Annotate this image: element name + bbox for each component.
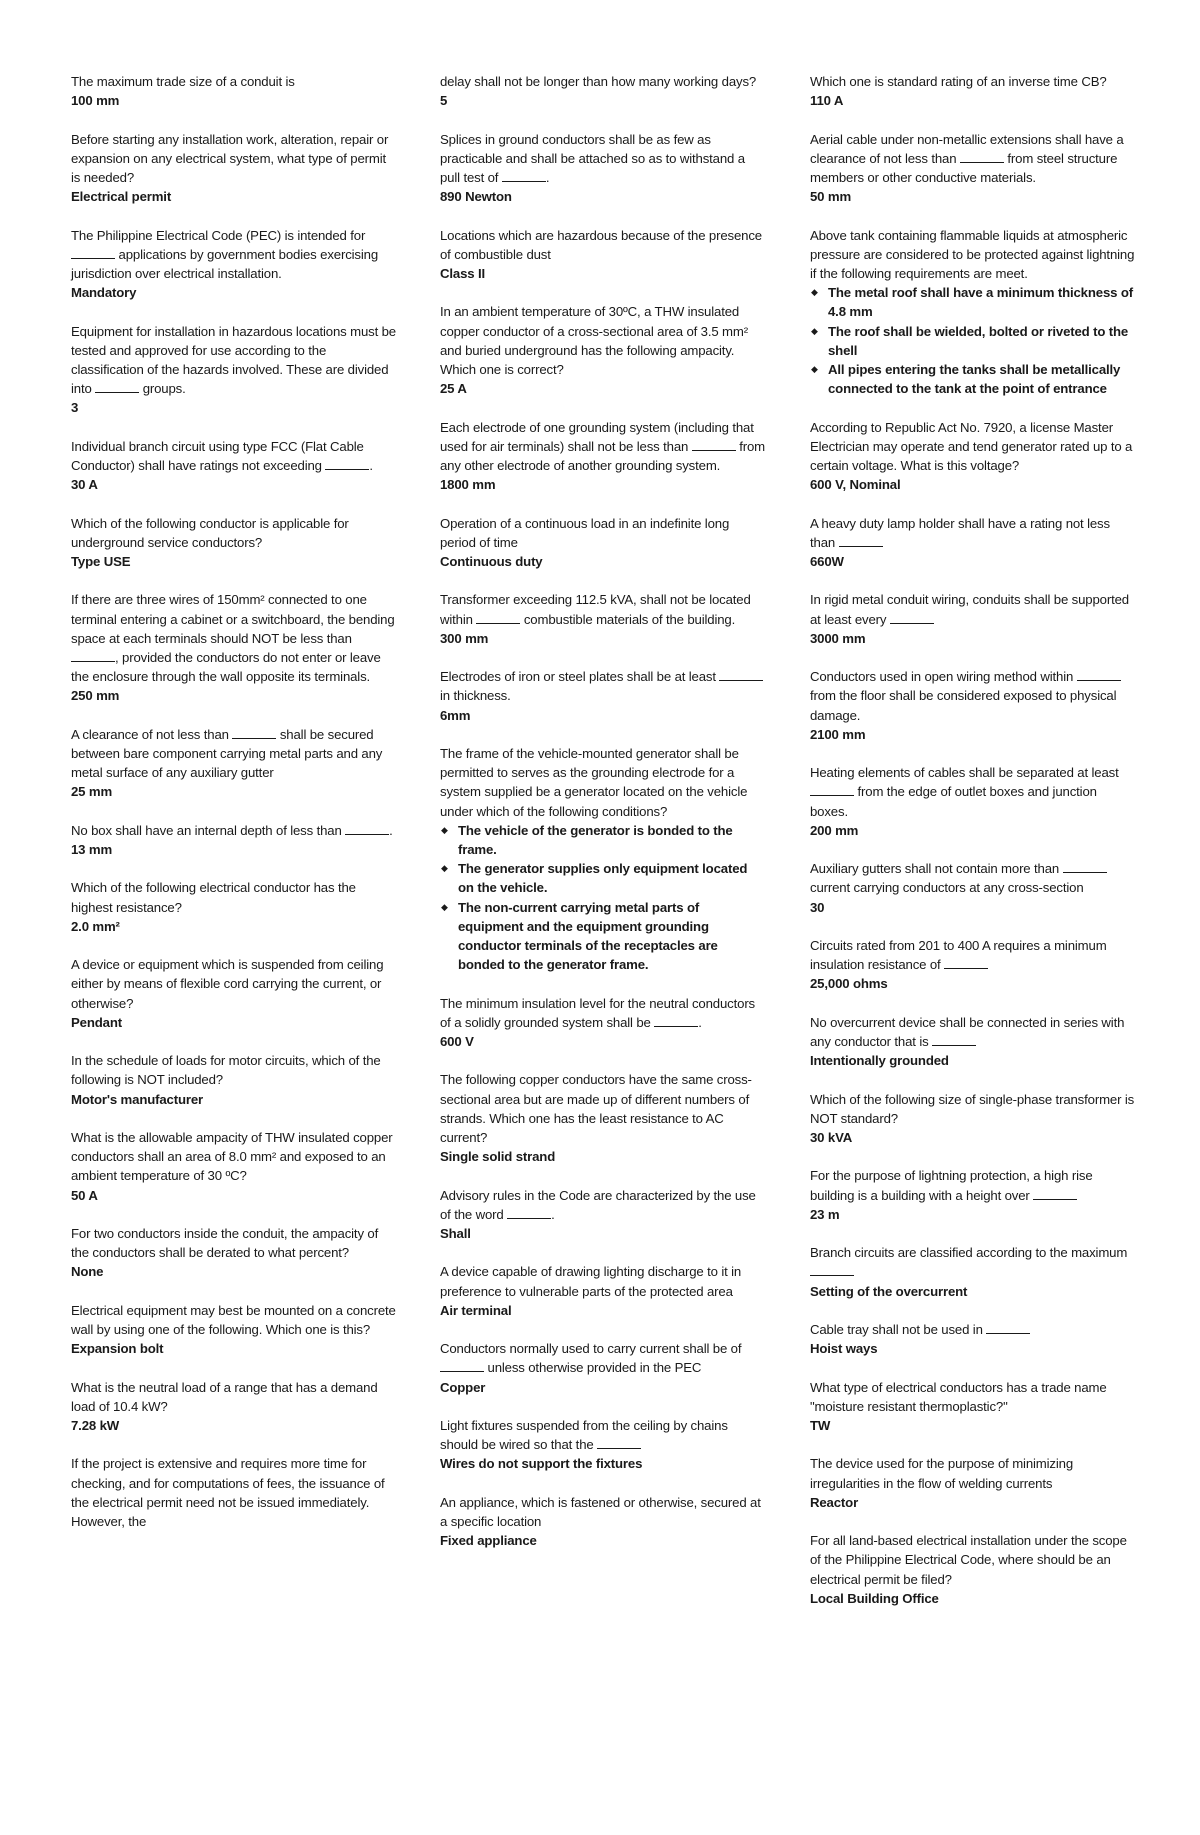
question-block [71, 1128, 396, 1205]
question-text: No overcurrent device shall be connected in series with any conductor that is [810, 1014, 1125, 1049]
question-text: delay shall not be longer than how many working days? [440, 74, 757, 89]
question-block [810, 1531, 1135, 1608]
fill-in-blank [1063, 860, 1107, 873]
answer-text: 110 A [810, 93, 844, 109]
answer-text: Electrical permit [71, 189, 172, 205]
question-block [440, 994, 765, 1052]
fill-in-blank [932, 1033, 976, 1046]
question-text: Auxiliary gutters shall not contain more than current carrying conductors at any cross-section [810, 859, 1135, 897]
answer-text: 30 kVA [810, 1130, 853, 1145]
answer-text: Class II [440, 266, 485, 281]
question-block [71, 821, 396, 859]
question-block [440, 72, 765, 110]
question-block [810, 1090, 1135, 1148]
question-text: Each electrode of one grounding system (including that used for air terminals) shall not be less than from any other electrode of another grounding system. [440, 419, 765, 473]
question-block [71, 878, 396, 936]
question-text: No box shall have an internal depth of less than . [71, 822, 393, 838]
question-block [71, 437, 396, 495]
answer-text: 7.28 kW [71, 1417, 120, 1433]
answer-text: 30 [810, 899, 825, 915]
answer-text: None [71, 1264, 104, 1280]
question-block [71, 725, 396, 802]
answer-text: Setting of the overcurrent [810, 1283, 968, 1299]
answer-text: 50 mm [810, 189, 852, 205]
question-block [810, 72, 1135, 110]
question-block [440, 226, 765, 284]
answer-text: TW [810, 1417, 831, 1433]
question-text: Circuits rated from 201 to 400 A requires a minimum insulation resistance of [810, 938, 1107, 973]
question-block [71, 514, 396, 572]
answer-text: 1800 mm [440, 477, 496, 493]
fill-in-blank [71, 246, 115, 259]
question-text: If there are three wires of 150mm² connected to one terminal entering a cabinet or a switchboard, the bending space at each terminals should NOT be less than , provided the conductors do not enter or leave the enclosure through the wall opposite its terminals. [71, 592, 395, 685]
question-text: Equipment for installation in hazardous locations must be tested and approved for use according to the classification of the hazards involved. These are divided into groups. [71, 323, 396, 397]
question-text: According to Republic Act No. 7920, a license Master Electrician may operate and tend generator rated up to a certain voltage. What is this voltage? [810, 419, 1133, 474]
fill-in-blank [440, 1359, 484, 1372]
answer-text: 6mm [440, 707, 471, 723]
answer-text: 3 [71, 400, 79, 416]
fill-in-blank [654, 1014, 698, 1027]
question-text: For two conductors inside the conduit, the ampacity of the conductors shall be derated to what percent? [71, 1225, 379, 1261]
question-text: Which one is standard rating of an inverse time CB? [810, 74, 1107, 89]
question-text: The minimum insulation level for the neutral conductors of a solidly grounded system shall be . [440, 995, 755, 1030]
question-block [810, 763, 1135, 840]
question-text: What type of electrical conductors has a trade name "moisture resistant thermoplastic?" [810, 1379, 1107, 1414]
question-block [440, 1416, 765, 1474]
answer-bullet: ◆ The metal roof shall have a minimum thickness of 4.8 mm [828, 283, 1135, 321]
question-text: Operation of a continuous load in an indefinite long period of time [440, 515, 730, 550]
answer-text: 23 m [810, 1206, 840, 1222]
answer-text: Intentionally grounded [810, 1053, 949, 1069]
question-text: Splices in ground conductors shall be as few as practicable and shall be attached so as to withstand a pull test of . [440, 131, 745, 185]
question-text: Heating elements of cables shall be separated at least from the edge of outlet boxes and junction boxes. [810, 765, 1119, 819]
question-block [810, 667, 1135, 744]
question-block [810, 226, 1135, 399]
answer-text: 5 [440, 93, 448, 109]
question-text: An appliance, which is fastened or otherwise, secured at a specific location [440, 1494, 761, 1529]
fill-in-blank [890, 611, 934, 624]
question-text: In rigid metal conduit wiring, conduits shall be supported at least every [810, 592, 1129, 627]
answer-text: 600 V, Nominal [810, 477, 901, 493]
question-block [810, 590, 1135, 648]
question-text: Above tank containing flammable liquids at atmospheric pressure are considered to be protected against lightning if the following requirements are meet. [810, 227, 1135, 281]
answer-text: Expansion bolt [71, 1341, 164, 1357]
question-block [440, 1186, 765, 1244]
question-block [71, 1454, 396, 1531]
answer-text: 3000 mm [810, 630, 866, 646]
question-block [440, 418, 765, 495]
answer-text: 890 Newton [440, 189, 512, 205]
column-2 [440, 72, 765, 1570]
fill-in-blank [502, 169, 546, 182]
question-block [810, 130, 1135, 207]
question-block [440, 1070, 765, 1166]
question-block [71, 226, 396, 303]
answer-text: 25 A [440, 381, 467, 397]
fill-in-blank [1077, 668, 1121, 681]
fill-in-blank [944, 956, 988, 969]
answer-text: Reactor [810, 1494, 859, 1510]
question-text: What is the allowable ampacity of THW insulated copper conductors shall an area of 8.0 mm² and exposed to an ambient temperature of 30 ºC? [71, 1129, 393, 1184]
question-block [810, 1454, 1135, 1512]
answer-text: 600 V [440, 1034, 474, 1050]
question-block [71, 590, 396, 705]
answer-text: 100 mm [71, 93, 120, 109]
fill-in-blank [1033, 1187, 1077, 1200]
answer-text: 200 mm [810, 822, 859, 838]
question-text: Aerial cable under non-metallic extensions shall have a clearance of not less than from steel structure members or other conductive materials. [810, 131, 1124, 185]
column-1 [71, 72, 396, 1550]
answer-text: 25,000 ohms [810, 976, 888, 992]
question-block [440, 667, 765, 725]
answer-bullet: ◆ The vehicle of the generator is bonded to the frame. [458, 821, 765, 859]
question-text: Branch circuits are classified according to the maximum [810, 1243, 1135, 1281]
answer-text: Mandatory [71, 285, 137, 301]
question-text: A clearance of not less than shall be secured between bare component carrying metal parts and any metal surface of any auxiliary gutter [71, 726, 383, 781]
question-text: For all land-based electrical installation under the scope of the Philippine Electrical Code, where should be an electrical permit be filed? [810, 1533, 1127, 1587]
question-text: Conductors normally used to carry current shall be of unless otherwise provided in the PEC [440, 1341, 742, 1376]
question-text: A device or equipment which is suspended from ceiling either by means of flexible cord carrying the current, or otherwise? [71, 957, 384, 1011]
question-block [71, 1378, 396, 1436]
question-text: The device used for the purpose of minimizing irregularities in the flow of welding currents [810, 1456, 1074, 1491]
question-text: A heavy duty lamp holder shall have a rating not less than [810, 515, 1110, 550]
question-block [810, 859, 1135, 917]
fill-in-blank [692, 438, 736, 451]
question-text: Conductors used in open wiring method within from the floor shall be considered exposed to physical damage. [810, 667, 1135, 725]
question-text: Electrical equipment may best be mounted on a concrete wall by using one of the following. Which one is this? [71, 1302, 396, 1337]
question-text: Transformer exceeding 112.5 kVA, shall not be located within combustible materials of the building. [440, 592, 751, 627]
question-text: Light fixtures suspended from the ceiling by chains should be wired so that the [440, 1418, 728, 1453]
answer-text: Type USE [71, 554, 131, 569]
fill-in-blank [597, 1436, 641, 1449]
fill-in-blank [71, 649, 115, 662]
answer-text: Continuous duty [440, 554, 543, 569]
answer-text: Fixed appliance [440, 1533, 537, 1549]
question-text: If the project is extensive and requires more time for checking, and for computations of fees, the issuance of the electrical permit need not be issued immediately. However, the [71, 1456, 385, 1529]
answer-text: Shall [440, 1226, 471, 1242]
question-block [810, 1320, 1135, 1358]
answer-text: Pendant [71, 1014, 122, 1030]
fill-in-blank [476, 611, 520, 624]
question-block [440, 744, 765, 974]
question-text: The Philippine Electrical Code (PEC) is intended for applications by government bodies exercising jurisdiction over electrical installation. [71, 227, 379, 281]
answer-text: 2.0 mm² [71, 918, 120, 934]
answer-text: Air terminal [440, 1302, 512, 1318]
question-text: Before starting any installation work, alteration, repair or expansion on any electrical system, what type of permit is needed? [71, 131, 389, 185]
fill-in-blank [810, 783, 854, 796]
answer-text: Local Building Office [810, 1590, 939, 1606]
question-block [810, 1243, 1135, 1301]
answer-text: Wires do not support the fixtures [440, 1456, 643, 1472]
column-3 [810, 72, 1135, 1627]
question-text: In the schedule of loads for motor circuits, which of the following is NOT included? [71, 1053, 381, 1088]
question-block [810, 418, 1135, 495]
question-text: Electrodes of iron or steel plates shall be at least in thickness. [440, 667, 765, 705]
answer-text: Motor's manufacturer [71, 1091, 204, 1107]
answer-bullet-list [810, 283, 1135, 398]
fill-in-blank [810, 1263, 854, 1276]
fill-in-blank [507, 1206, 551, 1219]
question-text: Which of the following electrical conductor has the highest resistance? [71, 880, 356, 915]
question-block [440, 1262, 765, 1320]
question-block [440, 1493, 765, 1551]
question-block [440, 1339, 765, 1397]
answer-text: Copper [440, 1379, 486, 1395]
question-text: What is the neutral load of a range that has a demand load of 10.4 kW? [71, 1379, 378, 1414]
answer-text: 13 mm [71, 842, 113, 857]
question-text: Locations which are hazardous because of the presence of combustible dust [440, 227, 762, 262]
answer-text: 2100 mm [810, 726, 866, 742]
fill-in-blank [839, 534, 883, 547]
question-block [71, 1301, 396, 1359]
question-block [810, 936, 1135, 994]
question-text: The maximum trade size of a conduit is [71, 74, 295, 89]
question-text: Which of the following size of single-phase transformer is NOT standard? [810, 1091, 1135, 1126]
answer-bullet: ◆ The generator supplies only equipment located on the vehicle. [458, 859, 765, 897]
question-block [810, 1166, 1135, 1224]
answer-text: 25 mm [71, 784, 113, 800]
answer-text: Hoist ways [810, 1341, 878, 1357]
question-block [440, 130, 765, 207]
fill-in-blank [232, 726, 276, 739]
question-block [71, 1051, 396, 1109]
answer-text: 660W [810, 554, 844, 570]
question-block [440, 590, 765, 648]
fill-in-blank [986, 1321, 1030, 1334]
answer-text: Single solid strand [440, 1149, 556, 1165]
answer-text: 250 mm [71, 688, 120, 704]
answer-bullet-list [440, 821, 765, 975]
question-block [71, 1224, 396, 1282]
fill-in-blank [719, 668, 763, 681]
question-text: For the purpose of lightning protection, a high rise building is a building with a height over [810, 1168, 1093, 1203]
question-block [440, 514, 765, 572]
question-block [71, 72, 396, 110]
answer-text: 50 A [71, 1187, 98, 1203]
question-block [71, 130, 396, 207]
question-text: The following copper conductors have the same cross-sectional area but are made up of different numbers of strands. Which one has the least resistance to AC current? [440, 1072, 752, 1146]
question-text: Which of the following conductor is applicable for underground service conductors? [71, 515, 349, 550]
answer-bullet: ◆ The non-current carrying metal parts of equipment and the equipment grounding conductor terminals of the receptacles are bonded to the generator frame. [458, 898, 765, 975]
question-text: In an ambient temperature of 30ºC, a THW insulated copper conductor of a cross-sectional area of 3.5 mm² and buried underground has the following ampacity. Which one is correct? [440, 304, 748, 377]
fill-in-blank [325, 457, 369, 470]
question-text: Cable tray shall not be used in [810, 1320, 1135, 1339]
question-text: A device capable of drawing lighting discharge to it in preference to vulnerable parts of the protected area [440, 1264, 742, 1299]
fill-in-blank [345, 822, 389, 835]
question-block [440, 302, 765, 398]
question-text: The frame of the vehicle-mounted generator shall be permitted to serves as the grounding electrode for a system supplied be a generator located on the vehicle under which of the following conditions? [440, 745, 748, 819]
question-block [810, 1013, 1135, 1071]
question-text: Individual branch circuit using type FCC (Flat Cable Conductor) shall have ratings not exceeding . [71, 438, 373, 473]
answer-text: 30 A [71, 477, 98, 493]
question-block [71, 955, 396, 1032]
question-text: Advisory rules in the Code are characterized by the use of the word . [440, 1187, 756, 1222]
fill-in-blank [95, 380, 139, 393]
answer-bullet: ◆ The roof shall be wielded, bolted or riveted to the shell [828, 322, 1135, 360]
question-block [71, 322, 396, 418]
answer-bullet: ◆ All pipes entering the tanks shall be metallically connected to the tank at the point of entrance [828, 360, 1135, 398]
answer-text: 300 mm [440, 630, 489, 646]
question-block [810, 1378, 1135, 1436]
fill-in-blank [960, 150, 1004, 163]
question-block [810, 514, 1135, 572]
